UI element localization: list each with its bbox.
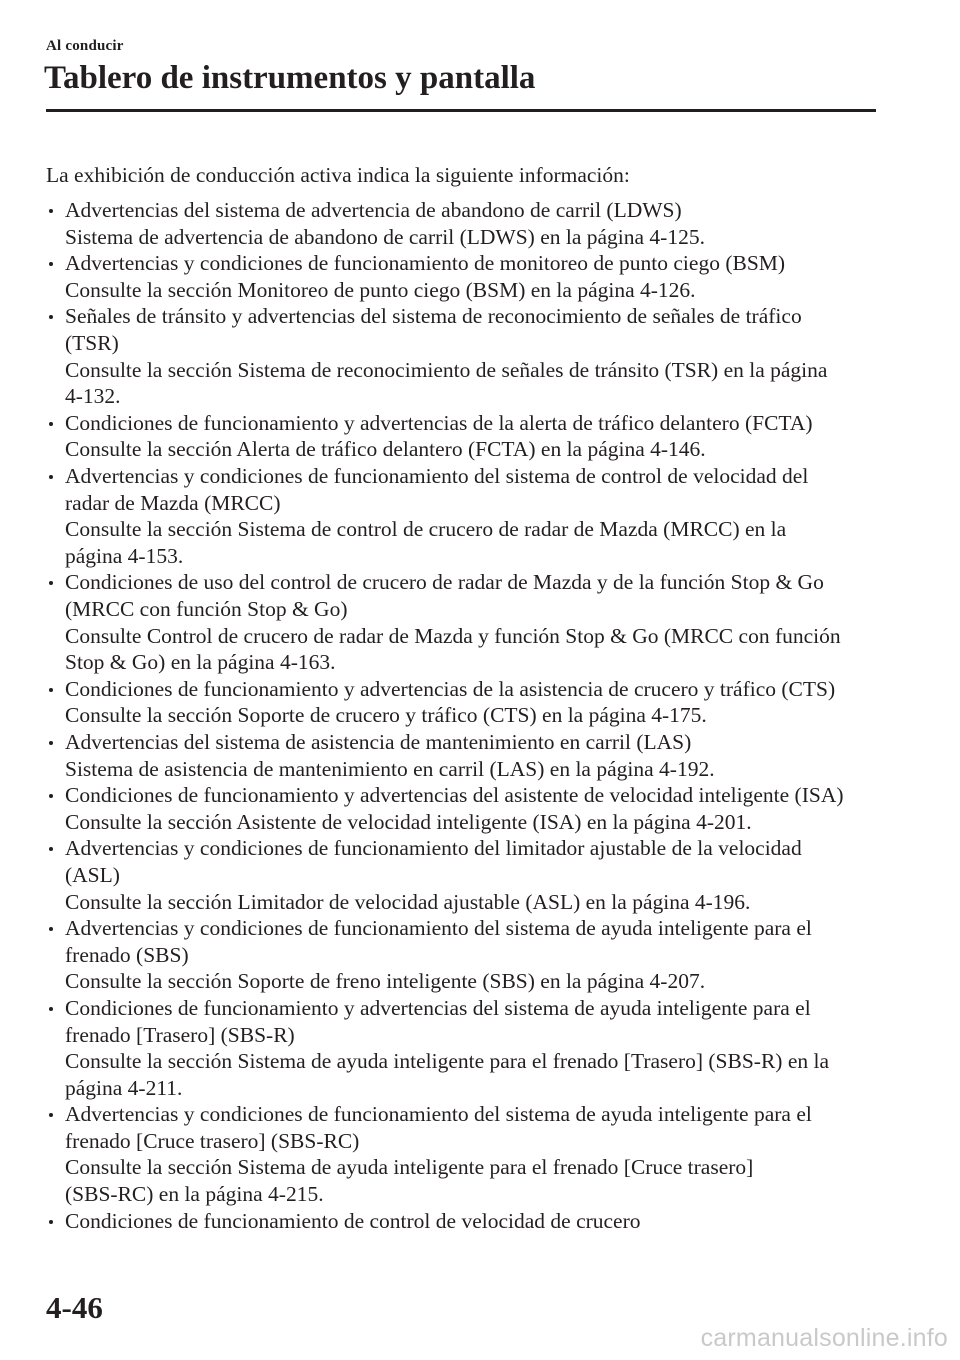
- bullet-icon: [49, 927, 53, 931]
- bullet-icon: [49, 794, 53, 798]
- list-item-line: frenado [Cruce trasero] (SBS-RC): [65, 1128, 360, 1153]
- page-title: Tablero de instrumentos y pantalla: [44, 60, 536, 96]
- watermark: carmanualsonline.info: [700, 1324, 948, 1352]
- list-item-line: Condiciones de uso del control de crucero de radar de Mazda y de la función Stop & Go: [65, 570, 824, 595]
- list-item: [46, 782, 886, 835]
- list-item-line: Advertencias y condiciones de funcionamiento del sistema de ayuda inteligente para el: [65, 916, 812, 941]
- title-rule: [46, 109, 876, 112]
- list-item-line: Consulte la sección Sistema de reconocimiento de señales de tránsito (TSR) en la página: [65, 357, 828, 382]
- list-item: [46, 410, 886, 463]
- list-item-line: Stop & Go) en la página 4-163.: [65, 650, 336, 675]
- bullet-icon: [49, 1113, 53, 1117]
- info-list: [46, 197, 886, 1234]
- list-item-line: Consulte la sección Monitoreo de punto ciego (BSM) en la página 4-126.: [65, 277, 696, 302]
- page-content: [46, 162, 886, 1234]
- bullet-icon: [49, 209, 53, 213]
- list-item-line: Advertencias y condiciones de funcionamiento del sistema de ayuda inteligente para el: [65, 1102, 812, 1127]
- list-item-line: Condiciones de funcionamiento y advertencias de la alerta de tráfico delantero (FCTA): [65, 410, 813, 435]
- list-item-line: 4-132.: [65, 384, 121, 409]
- list-item-line: Consulte la sección Sistema de ayuda inteligente para el frenado [Trasero] (SBS-R) en la: [65, 1049, 830, 1074]
- list-item-line: (TSR): [65, 331, 119, 356]
- bullet-icon: [49, 847, 53, 851]
- list-item-line: Señales de tránsito y advertencias del sistema de reconocimiento de señales de tráfico: [65, 304, 802, 329]
- bullet-icon: [49, 688, 53, 692]
- section-label: Al conducir: [46, 38, 124, 54]
- list-item-line: Consulte la sección Alerta de tráfico delantero (FCTA) en la página 4-146.: [65, 437, 706, 462]
- list-item: [46, 995, 886, 1101]
- bullet-icon: [49, 315, 53, 319]
- list-item: [46, 197, 886, 250]
- list-item-line: página 4-153.: [65, 543, 184, 568]
- page-number: 4-46: [46, 1290, 103, 1325]
- list-item-line: Advertencias del sistema de asistencia de mantenimiento en carril (LAS): [65, 729, 692, 754]
- intro-paragraph: La exhibición de conducción activa indica la siguiente información:: [46, 163, 630, 187]
- list-item: [46, 1208, 886, 1235]
- bullet-icon: [49, 581, 53, 585]
- list-item-line: Consulte la sección Sistema de ayuda inteligente para el frenado [Cruce trasero]: [65, 1155, 754, 1180]
- list-item-line: Condiciones de funcionamiento y advertencias del asistente de velocidad inteligente (ISA): [65, 783, 844, 808]
- list-item: [46, 835, 886, 915]
- list-item: [46, 569, 886, 675]
- bullet-icon: [49, 422, 53, 426]
- list-item-line: frenado (SBS): [65, 942, 189, 967]
- list-item: [46, 303, 886, 409]
- bullet-icon: [49, 262, 53, 266]
- bullet-icon: [49, 1007, 53, 1011]
- list-item-line: Advertencias y condiciones de funcionamiento del sistema de control de velocidad del: [65, 464, 809, 489]
- list-item-line: Consulte la sección Soporte de crucero y tráfico (CTS) en la página 4-175.: [65, 703, 707, 728]
- list-item-line: Consulte Control de crucero de radar de Mazda y función Stop & Go (MRCC con función: [65, 623, 841, 648]
- list-item-line: Advertencias y condiciones de funcionamiento del limitador ajustable de la velocidad: [65, 836, 802, 861]
- list-item-line: frenado [Trasero] (SBS-R): [65, 1022, 295, 1047]
- list-item-line: Sistema de asistencia de mantenimiento en carril (LAS) en la página 4-192.: [65, 756, 715, 781]
- list-item: [46, 729, 886, 782]
- list-item-line: Advertencias y condiciones de funcionamiento de monitoreo de punto ciego (BSM): [65, 251, 786, 276]
- list-item-line: Consulte la sección Soporte de freno inteligente (SBS) en la página 4-207.: [65, 969, 706, 994]
- list-item-line: Condiciones de funcionamiento de control de velocidad de crucero: [65, 1208, 641, 1233]
- list-item-line: (MRCC con función Stop & Go): [65, 597, 348, 621]
- list-item: [46, 915, 886, 995]
- list-item-line: Consulte la sección Asistente de velocidad inteligente (ISA) en la página 4-201.: [65, 809, 752, 834]
- list-item-line: Condiciones de funcionamiento y advertencias del sistema de ayuda inteligente para el: [65, 995, 811, 1020]
- list-item-line: Advertencias del sistema de advertencia de abandono de carril (LDWS): [65, 198, 682, 223]
- list-item: [46, 676, 886, 729]
- list-item-line: página 4-211.: [65, 1075, 183, 1100]
- list-item-line: Consulte la sección Sistema de control de crucero de radar de Mazda (MRCC) en la: [65, 517, 787, 542]
- list-item: [46, 1101, 886, 1207]
- bullet-icon: [49, 741, 53, 745]
- bullet-icon: [49, 475, 53, 479]
- bullet-icon: [49, 1220, 53, 1224]
- list-item-line: (SBS-RC) en la página 4-215.: [65, 1182, 324, 1207]
- list-item-line: Consulte la sección Limitador de velocidad ajustable (ASL) en la página 4-196.: [65, 889, 751, 914]
- list-item-line: (ASL): [65, 862, 120, 887]
- list-item-line: Condiciones de funcionamiento y advertencias de la asistencia de crucero y tráfico (CTS): [65, 676, 836, 701]
- list-item: [46, 250, 886, 303]
- list-item-line: Sistema de advertencia de abandono de carril (LDWS) en la página 4-125.: [65, 224, 705, 249]
- list-item-line: radar de Mazda (MRCC): [65, 490, 281, 515]
- list-item: [46, 463, 886, 569]
